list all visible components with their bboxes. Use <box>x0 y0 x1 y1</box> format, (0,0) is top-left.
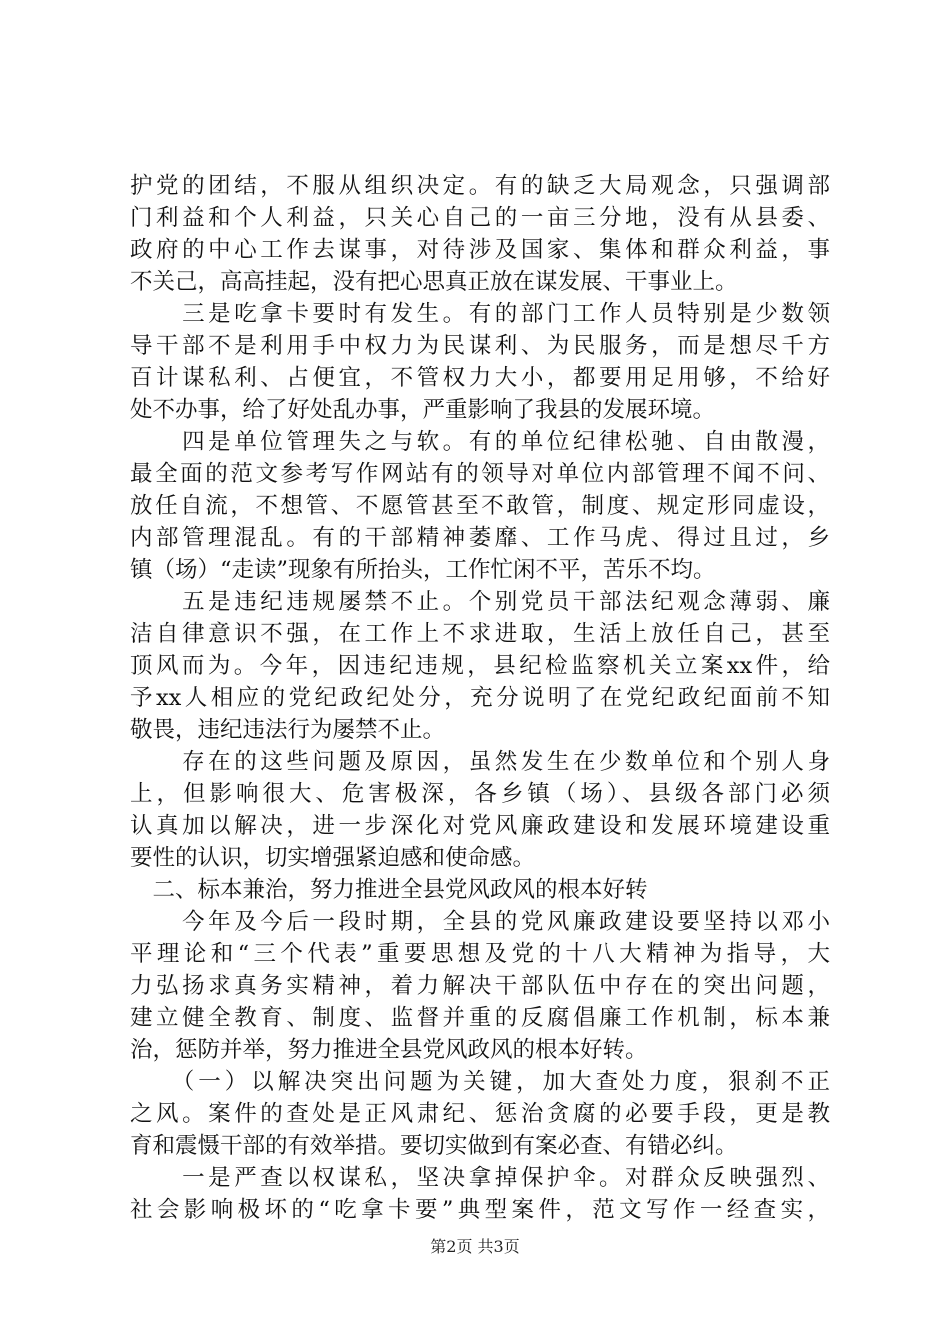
text-line: 不关己，高高挂起，没有把心思真正放在谋发展、干事业上。 <box>130 269 738 295</box>
text-line: 洁自律意识不强，在工作上不求进取，生活上放任自己，甚至 <box>130 621 830 647</box>
text-line: 百计谋私利、占便宜，不管权力大小，都要用足用够，不给好 <box>130 365 830 391</box>
text-line: 上，但影响很大、危害极深，各乡镇（场）、县级各部门必须 <box>130 781 830 807</box>
text-line: 治，惩防并举，努力推进全县党风政风的根本好转。 <box>130 1037 648 1063</box>
text-line: 认真加以解决，进一步深化对党风廉政建设和发展环境建设重 <box>130 813 830 839</box>
text-line: 予xx人相应的党纪政纪处分，充分说明了在党纪政纪面前不知 <box>130 685 830 711</box>
text-line: 顶风而为。今年，因违纪违规，县纪检监察机关立案xx件，给 <box>130 653 830 679</box>
text-line: 建立健全教育、制度、监督并重的反腐倡廉工作机制，标本兼 <box>130 1005 830 1031</box>
body-text <box>130 170 830 1226</box>
text-line: 一是严查以权谋私，坚决拿掉保护伞。对群众反映强烈、 <box>130 1165 830 1191</box>
text-line: 导干部不是利用手中权力为民谋利、为民服务，而是想尽千方 <box>130 333 830 359</box>
text-line: 要性的认识，切实增强紧迫感和使命感。 <box>130 845 536 871</box>
text-line: 门利益和个人利益，只关心自己的一亩三分地，没有从县委、 <box>130 205 830 231</box>
text-line: 平理论和“三个代表”重要思想及党的十八大精神为指导，大 <box>130 941 830 967</box>
text-line: 敬畏，违纪违法行为屡禁不止。 <box>130 717 446 743</box>
text-line: （一）以解决突出问题为关键，加大查处力度，狠刹不正 <box>130 1069 830 1095</box>
text-line: 放任自流，不想管、不愿管甚至不敢管，制度、规定形同虚设， <box>130 493 830 519</box>
text-line: 今年及今后一段时期，全县的党风廉政建设要坚持以邓小 <box>130 909 830 935</box>
text-line: 育和震慑干部的有效举措。要切实做到有案必查、有错必纠。 <box>130 1133 738 1159</box>
text-line: 存在的这些问题及原因，虽然发生在少数单位和个别人身 <box>130 749 830 775</box>
text-line: 社会影响极坏的“吃拿卡要”典型案件，范文写作一经查实， <box>130 1197 830 1223</box>
text-line: 处不办事，给了好处乱办事，严重影响了我县的发展环境。 <box>130 397 716 423</box>
page-footer: 第2页 共3页 <box>430 1237 520 1256</box>
section-heading: 二、标本兼治，努力推进全县党风政风的根本好转 <box>130 877 648 903</box>
text-line: 五是违纪违规屡禁不止。个别党员干部法纪观念薄弱、廉 <box>130 589 830 615</box>
text-line: 内部管理混乱。有的干部精神萎靡、工作马虎、得过且过，乡 <box>130 525 830 551</box>
text-line: 政府的中心工作去谋事，对待涉及国家、集体和群众利益，事 <box>130 237 830 263</box>
text-line: 四是单位管理失之与软。有的单位纪律松驰、自由散漫， <box>130 429 830 455</box>
text-line: 三是吃拿卡要时有发生。有的部门工作人员特别是少数领 <box>130 301 830 327</box>
text-line: 力弘扬求真务实精神，着力解决干部队伍中存在的突出问题， <box>130 973 830 999</box>
text-line: 护党的团结，不服从组织决定。有的缺乏大局观念，只强调部 <box>130 173 830 199</box>
text-line: 镇（场）“走读”现象有所抬头，工作忙闲不平，苦乐不均。 <box>130 557 716 583</box>
text-line: 之风。案件的查处是正风肃纪、惩治贪腐的必要手段，更是教 <box>130 1101 830 1127</box>
text-line: 最全面的范文参考写作网站有的领导对单位内部管理不闻不问、 <box>130 461 830 487</box>
